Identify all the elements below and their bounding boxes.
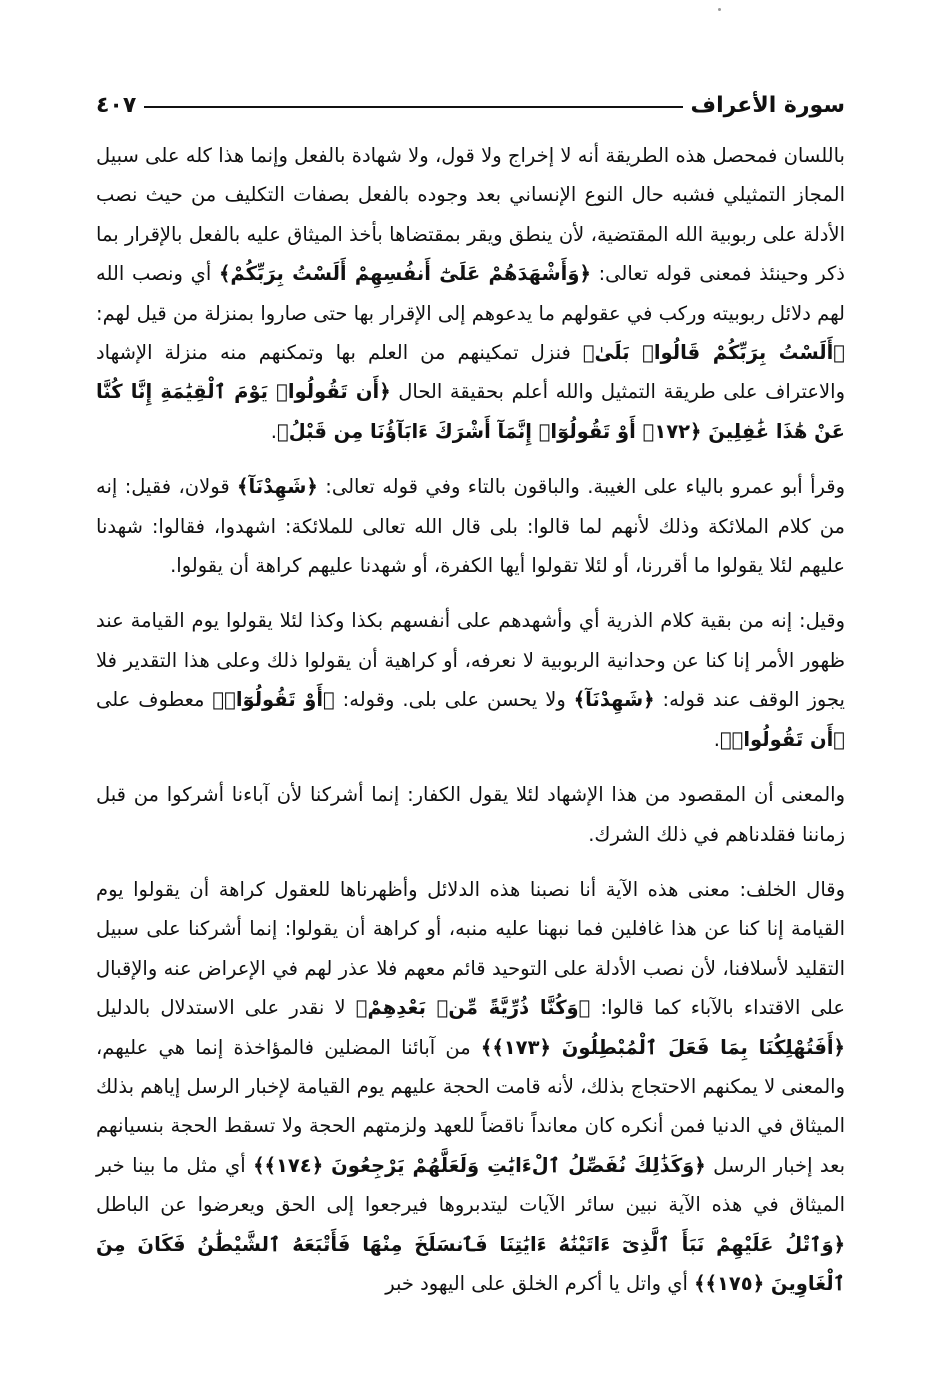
text-segment: من آبائنا المضلين فالمؤاخذة إنما هي عليهم، والمعنى لا يمكنهم الاحتجاج بذلك، لأنه قامت الحجة عليهم يوم القيامة لإخبار الرسل إياهم بذلك الميثاق في الدنيا فمن أنكره كان معانداً ناقضاً للعهد ولزمتهم الحجة ولا تسقط الحجة بنسيانهم بعد إخبار الرسل (96, 1035, 845, 1177)
quran-quote: ﴿أَن تَقُولُوا۟﴾ (719, 727, 845, 751)
text-segment: وقرأ أبو عمرو بالياء على الغيبة. والباقون بالتاء وفي قوله تعالى: (317, 475, 845, 499)
body-text (96, 136, 845, 1303)
text-segment: ولا يحسن على بلى. وقوله: (334, 688, 574, 712)
quran-quote: ﴿أَن تَقُولُوا۟ يَوْمَ ٱلْقِيَٰمَةِ إِنَّا كُنَّا عَنْ هَٰذَا غَٰفِلِينَ ﴿١٧٢﴾ أَوْ تَقُولُوٓا۟ إِنَّمَآ أَشْرَكَ ءَابَآؤُنَا مِن قَبْلُ﴾ (96, 380, 845, 443)
text-segment: أي ونصب الله لهم دلائل ربوبيته وركب في عقولهم ما يدعوهم إلى الإقرار بها حتى صاروا بمنزلة من قيل لهم: (96, 262, 845, 325)
quran-quote: ﴿شَهِدْنَآ﴾ (237, 475, 318, 499)
text-segment: معطوف على (96, 688, 213, 712)
quran-quote: ﴿وَأَشْهَدَهُمْ عَلَىٰٓ أَنفُسِهِمْ أَلَسْتُ بِرَبِّكُمْ﴾ (218, 262, 591, 286)
paragraph-4 (96, 775, 845, 854)
header-rule (144, 106, 682, 108)
text-segment: وقيل: إنه من بقية كلام الذرية أي وأشهدهم على أنفسهم بكذا وكذا لئلا يقولوا يوم القيامة عند ظهور الأمر إنا كنا عن وحدانية الربوبية لا نعرفه، أو كراهية أن يقولوا ذلك وعلى هذا التقدير فلا يجوز الوقف عند قوله: (96, 609, 845, 712)
text-segment: فنزل تمكينهم من العلم بها وتمكنهم منه منزلة الإشهاد والاعتراف على طريقة التمثيل والله أعلم بحقيقة الحال (96, 341, 846, 404)
paragraph-5 (96, 870, 845, 1303)
paragraph-1 (96, 136, 845, 451)
running-header (96, 78, 845, 118)
page-number: ٤٠٧ (96, 93, 137, 118)
quran-quote: ﴿أَفَتُهْلِكُنَا بِمَا فَعَلَ ٱلْمُبْطِلُونَ ﴿١٧٣﴾﴾ (480, 1035, 845, 1059)
text-segment: أي مثل ما بينا خبر الميثاق في هذه الآية نبين سائر الآيات ليتدبروها فيرجعوا إلى الحق ويعرضوا عن الباطل (96, 1153, 845, 1217)
paragraph-2 (96, 467, 845, 585)
quran-quote: ﴿شَهِدْنَآ﴾ (573, 688, 655, 712)
quran-quote: ﴿وَكَذَٰلِكَ نُفَصِّلُ ٱلْءَايَٰتِ وَلَعَلَّهُمْ يَرْجِعُونَ ﴿١٧٤﴾﴾ (253, 1153, 706, 1177)
text-segment: وقال الخلف: معنى هذه الآية أنا نصبنا هذه الدلائل وأظهرناها للعقول كراهة أن يقولوا يوم القيامة إنا كنا عن هذا غافلين فما نبهنا عليه منبه، أو كراهة أن يقولوا: إنما أشركنا على سبيل التقليد لأسلافنا، لأن نصب الأدلة على التوحيد قائم معهم فلا عذر لهم في الإعراض عنه والإقبال على الاقتداء بالآباء كما قالوا: (96, 877, 846, 1020)
text-segment: . (713, 727, 720, 751)
text-segment: . (270, 419, 277, 443)
paragraph-3 (96, 601, 845, 759)
quran-quote: ﴿وَٱتْلُ عَلَيْهِمْ نَبَأَ ٱلَّذِىٓ ءَاتَيْنَٰهُ ءَايَٰتِنَا فَٱنسَلَخَ مِنْهَا فَأَتْبَعَهُ ٱلشَّيْطَٰنُ فَكَانَ مِنَ ٱلْغَاوِينَ ﴿١٧٥﴾﴾ (96, 1232, 845, 1295)
surah-title: سورة الأعراف (690, 93, 845, 118)
text-segment: قولان، فقيل: إنه من كلام الملائكة وذلك لأنهم لما قالوا: بلى قال الله تعالى للملائكة: اشهدوا، فقالوا: شهدنا عليهم لئلا يقولوا ما أقررنا، أو لئلا تقولوا أيها الكفرة، أو شهدنا عليهم كراهة أن يقولوا. (96, 475, 845, 578)
scan-speck (718, 8, 721, 11)
quran-quote: ﴿وَكُنَّا ذُرِّيَّةً مِّنۢ بَعْدِهِمْ﴾ (355, 996, 591, 1020)
text-segment: باللسان فمحصل هذه الطريقة أنه لا إخراج ولا قول، ولا شهادة بالفعل وإنما هذا كله على سبيل المجاز التمثيلي فشبه حال النوع الإنساني بعد وجوده بالفعل بصفات التكليف من حيث نصب الأدلة على ربوبية الله المقتضية، لأن ينطق ويقر بمقتضاها بأخذ الميثاق عليه بالفعل بالإقرار بما ذكر وحينئذ فمعنى قوله تعالى: (96, 144, 845, 286)
quran-quote: ﴿أَلَسْتُ بِرَبِّكُمْ قَالُوا۟ بَلَىٰ﴾ (582, 341, 846, 365)
text-segment: أي واتل يا أكرم الخلق على اليهود خبر (385, 1271, 695, 1295)
text-segment: لا نقدر على الاستدلال بالدليل (96, 996, 356, 1020)
text-segment: والمعنى أن المقصود من هذا الإشهاد لئلا يقول الكفار: إنما أشركنا لأن آباءنا أشركوا من قبل زماننا فقلدناهم في ذلك الشرك. (96, 783, 845, 846)
quran-quote: ﴿أَوْ تَقُولُوٓا۟﴾ (212, 688, 335, 712)
